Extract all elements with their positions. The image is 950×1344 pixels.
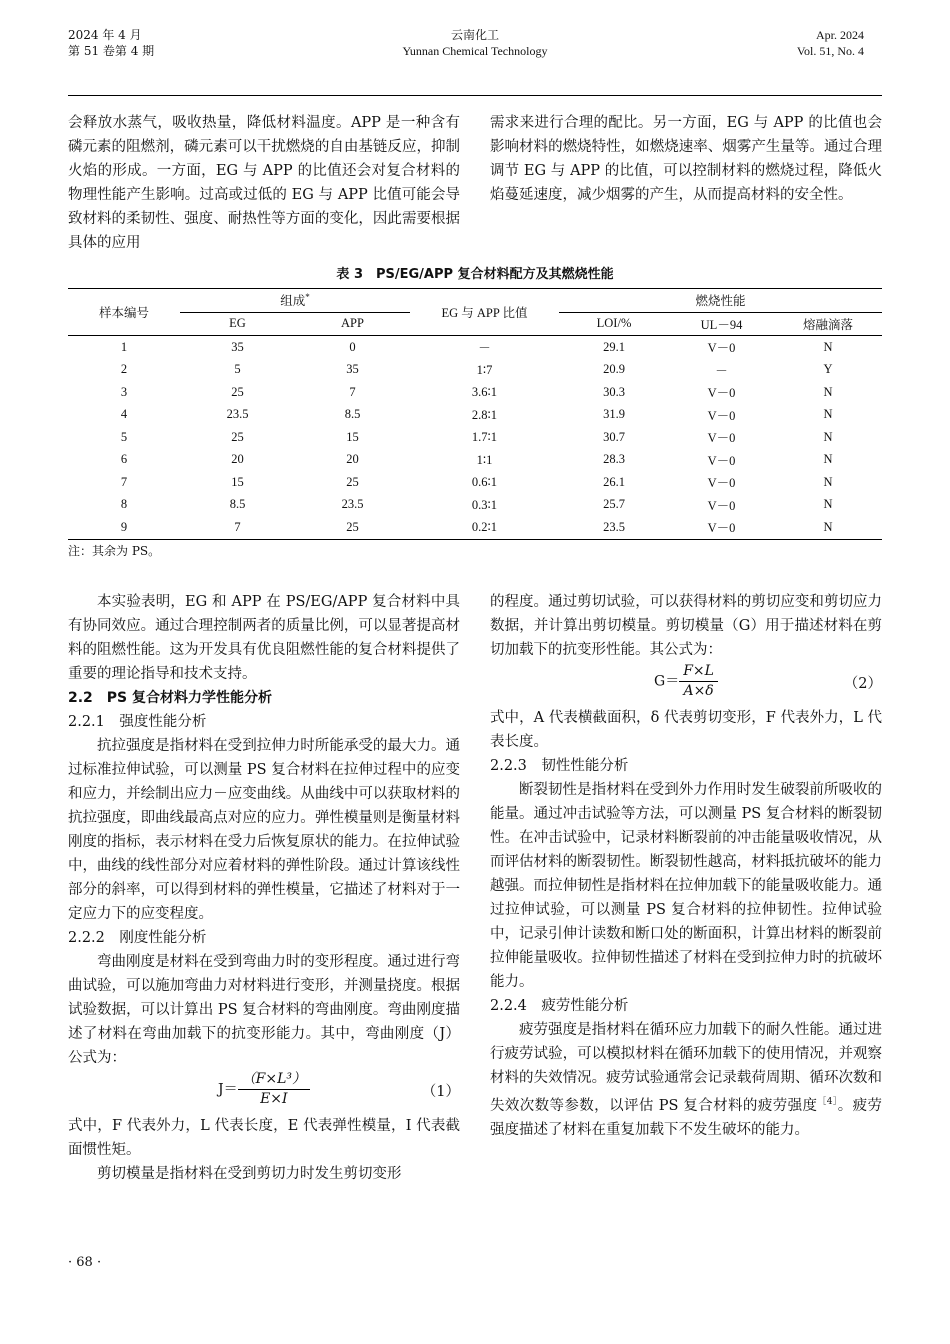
table-row bbox=[68, 359, 882, 382]
table-cell: V－0 bbox=[707, 341, 736, 356]
table-cell: N bbox=[823, 497, 833, 512]
header-app: APP bbox=[295, 312, 410, 336]
table-cell: 7 bbox=[120, 474, 128, 489]
table-cell: 25 bbox=[231, 384, 244, 399]
table-caption: 表 3 PS/EG/APP 复合材料配方及其燃烧性能 bbox=[336, 267, 614, 282]
paragraph: 式中，A 代表横截面积，δ 代表剪切变形，F 代表外力，L 代表长度。 bbox=[490, 710, 882, 750]
table-cell: 23.5 bbox=[341, 497, 364, 512]
formula-lhs: G＝ bbox=[654, 673, 680, 690]
table-cell: N bbox=[774, 516, 882, 539]
table-cell: Y bbox=[823, 362, 833, 377]
table-cell: 0.6∶1 bbox=[471, 475, 498, 490]
table-row bbox=[68, 426, 882, 449]
table-row bbox=[68, 494, 882, 517]
formula-number: （2） bbox=[843, 676, 882, 692]
table-cell: 7 bbox=[349, 384, 356, 399]
paragraph: 需求来进行合理的配比。另一方面，EG 与 APP 的比值也会影响材料的燃烧特性，如燃烧速率、烟雾产生量等。通过合理调节 EG 与 APP 的比值，可以控制材料的燃烧过程，降低火焰蔓延速度，减少烟雾的产生，从而提高材料的安全性。 bbox=[490, 115, 882, 203]
table-cell: 1∶1 bbox=[476, 452, 493, 467]
table-cell: V－0 bbox=[707, 431, 736, 446]
table-cell: N bbox=[823, 339, 833, 354]
paragraph: 剪切模量是指材料在受到剪切力时发生剪切变形 bbox=[97, 1166, 402, 1182]
header-rule bbox=[68, 95, 882, 96]
table-cell: 15 bbox=[346, 429, 359, 444]
issue-date: 2024 年 4 月 bbox=[68, 28, 142, 42]
table-header-row bbox=[68, 289, 882, 313]
header-sample: 样本编号 bbox=[68, 289, 180, 336]
table-row bbox=[68, 449, 882, 472]
formula-denominator: E×I bbox=[260, 1091, 288, 1107]
table-cell: 25.7 bbox=[603, 497, 625, 512]
formula-denominator: A×δ bbox=[683, 683, 714, 699]
table-cell: V－0 bbox=[707, 408, 736, 423]
issue-volume: 第 51 卷第 4 期 bbox=[68, 44, 155, 58]
header-ratio: EG 与 APP 比值 bbox=[410, 289, 559, 336]
paragraph: 抗拉强度是指材料在受到拉伸力时所能承受的最大力。通过标准拉伸试验，可以测量 PS 复合材料在拉伸过程中的应变和应力，并绘制出应力－应变曲线。从曲线中可以获取材料的抗拉强度，即曲线最高点对应的应力。弹性模量则是衡量材料刚度的指标，表示材料在受力后恢复原状的能力。在拉伸试验中，曲线的线性部分对应着材料的弹性阶段。通过计算该线性部分的斜率，可以得到材料的弹性模量，它描述了材料对于一定应力下的应变程度。 bbox=[68, 738, 460, 922]
table-row bbox=[68, 381, 882, 404]
table-cell: N bbox=[823, 429, 833, 444]
formula-lhs: J＝ bbox=[218, 1081, 238, 1098]
table-cell: N bbox=[823, 474, 833, 489]
lower-right-column bbox=[490, 590, 882, 1142]
table-cell: 1.7∶1 bbox=[471, 430, 498, 445]
table-cell: 35 bbox=[231, 339, 244, 354]
subsection-heading: 2.2.2 刚度性能分析 bbox=[68, 930, 207, 946]
table-cell: 25 bbox=[346, 474, 359, 489]
table-cell: 26.1 bbox=[603, 474, 625, 489]
table-cell: 23.5 bbox=[559, 516, 669, 539]
table-cell: 0.3∶1 bbox=[471, 497, 498, 512]
formula-2 bbox=[490, 662, 882, 706]
section-heading: 2.2 PS 复合材料力学性能分析 bbox=[68, 690, 273, 706]
table-note: 注：其余为 PS。 bbox=[68, 544, 161, 558]
paragraph: 式中，F 代表外力，L 代表长度，E 代表弹性模量，I 代表截面惯性矩。 bbox=[68, 1118, 460, 1158]
table-cell: 20 bbox=[231, 452, 244, 467]
header-combustion: 燃烧性能 bbox=[559, 289, 882, 313]
table-row bbox=[68, 516, 882, 539]
journal-name-cn: 云南化工 bbox=[450, 28, 499, 42]
formula-numerator: F×L bbox=[679, 662, 718, 682]
table-cell: 25 bbox=[231, 429, 244, 444]
paragraph: 断裂韧性是指材料在受到外力作用时发生破裂前所吸收的能量。通过冲击试验等方法，可以测量 PS 复合材料的断裂韧性。在冲击试验中，记录材料断裂前的冲击能量吸收情况，从而评估材料的断裂韧性。断裂韧性越高，材料抵抗破坏的能力越强。而拉伸韧性是指材料在拉伸加载下的能量吸收能力。通过拉伸试验，可以测量 PS 复合材料的拉伸韧性。拉伸试验中，记录引伸计读数和断口处的断面积，计算出材料的断裂前拉伸能量吸收。拉伸韧性描述了材料在受到拉伸力时的抗破坏能力。 bbox=[490, 782, 882, 990]
journal-name-en: Yunnan Chemical Technology bbox=[402, 44, 548, 58]
subsection-heading: 2.2.1 强度性能分析 bbox=[68, 714, 207, 730]
table-cell: 6 bbox=[120, 452, 128, 467]
table-cell: 30.7 bbox=[603, 429, 625, 444]
table-cell: 23.5 bbox=[226, 407, 249, 422]
table-cell: 20 bbox=[346, 452, 359, 467]
table-cell: 2.8∶1 bbox=[471, 407, 498, 422]
table-cell: 8.5 bbox=[344, 407, 361, 422]
table-cell: 31.9 bbox=[603, 407, 625, 422]
paragraph: 弯曲刚度是材料在受到弯曲力时的变形程度。通过进行弯曲试验，可以施加弯曲力对材料进行变形，并测量挠度。根据试验数据，可以计算出 PS 复合材料的弯曲刚度。弯曲刚度描述了材料在弯曲加载下的抗变形能力。其中，弯曲刚度（J）公式为： bbox=[68, 954, 460, 1066]
table-cell: 20.9 bbox=[603, 362, 625, 377]
table-cell: 30.3 bbox=[603, 384, 625, 399]
table-cell: V－0 bbox=[707, 453, 736, 468]
paragraph: 疲劳强度是指材料在循环应力加载下的耐久性能。通过进行疲劳试验，可以模拟材料在循环加载下的使用情况，并观察材料的失效情况。疲劳试验通常会记录载荷周期、循环次数和失效次数等参数，以评估 PS 复合材料的疲劳强度$^{[4]}$。疲劳强度描述了材料在重复加载下不发生破坏的能力。 bbox=[490, 1022, 883, 1138]
table-cell: － bbox=[478, 341, 491, 356]
table-cell: 8 bbox=[120, 497, 128, 512]
formula-1 bbox=[68, 1070, 460, 1114]
lower-left-column bbox=[68, 590, 460, 1186]
subsection-heading: 2.2.4 疲劳性能分析 bbox=[490, 998, 629, 1014]
table-row bbox=[68, 404, 882, 427]
header-drip: 熔融滴落 bbox=[774, 312, 882, 336]
table-cell: 0 bbox=[349, 339, 356, 354]
header-ul94: UL－94 bbox=[669, 312, 774, 336]
table-cell: 8.5 bbox=[229, 497, 246, 512]
subsection-heading: 2.2.3 韧性性能分析 bbox=[490, 758, 629, 774]
citation[interactable]: ［4］ bbox=[817, 1097, 838, 1107]
table-cell: 35 bbox=[346, 362, 359, 377]
table-cell: N bbox=[823, 452, 833, 467]
table-cell: 5 bbox=[234, 362, 241, 377]
table-cell: 4 bbox=[120, 407, 128, 422]
table-cell: V－0 bbox=[669, 516, 774, 539]
table-cell: 0.2∶1 bbox=[410, 516, 559, 539]
header-left bbox=[68, 27, 154, 59]
top-left-column bbox=[68, 111, 460, 255]
paragraph: 会释放水蒸气，吸收热量，降低材料温度。APP 是一种含有磷元素的阻燃剂，磷元素可以干扰燃烧的自由基链反应，抑制火焰的形成。一方面，EG 与 APP 的比值还会对复合材料的物理性能产生影响。过高或过低的 EG 与 APP 比值可能会导致材料的柔韧性、强度、耐热性等方面的变化，因此需要根据具体的应用 bbox=[68, 115, 460, 251]
table-cell: 1 bbox=[120, 339, 128, 354]
table-cell: V－0 bbox=[707, 498, 736, 513]
table-cell: 3.6∶1 bbox=[471, 385, 498, 400]
formulation-table bbox=[68, 288, 882, 540]
table-cell: 2 bbox=[120, 362, 128, 377]
header-center bbox=[325, 27, 625, 59]
paragraph: 本实验表明，EG 和 APP 在 PS/EG/APP 复合材料中具有协同效应。通过合理控制两者的质量比例，可以显著提高材料的阻燃性能。这为开发具有优良阻燃性能的复合材料提供了重要的理论指导和技术支持。 bbox=[68, 594, 460, 682]
table-row bbox=[68, 336, 882, 359]
formula-number: （1） bbox=[421, 1084, 460, 1100]
table-cell: 5 bbox=[120, 429, 128, 444]
header-right bbox=[797, 27, 864, 59]
issue-volume-en: Vol. 51, No. 4 bbox=[796, 44, 864, 58]
table-cell: 9 bbox=[68, 516, 180, 539]
table-cell: 7 bbox=[180, 516, 295, 539]
header-loi: LOI/% bbox=[559, 312, 669, 336]
paragraph: 的程度。通过剪切试验，可以获得材料的剪切应变和剪切应力数据，并计算出剪切模量。剪切模量（G）用于描述材料在剪切加载下的抗变形性能。其公式为： bbox=[490, 594, 882, 658]
header-composition: 组成* bbox=[180, 289, 410, 313]
table-cell: 15 bbox=[231, 474, 244, 489]
table-cell: 1∶7 bbox=[476, 362, 493, 377]
formula-numerator: （F×L³） bbox=[238, 1070, 310, 1090]
table-row bbox=[68, 471, 882, 494]
table-cell: V－0 bbox=[707, 386, 736, 401]
table-cell: V－0 bbox=[707, 476, 736, 491]
page-number: · 68 · bbox=[68, 1255, 102, 1270]
top-right-column bbox=[490, 111, 882, 207]
table-cell: 28.3 bbox=[603, 452, 625, 467]
table-cell: 25 bbox=[295, 516, 410, 539]
table-cell: 3 bbox=[120, 384, 128, 399]
table-cell: N bbox=[823, 407, 833, 422]
table-cell: 29.1 bbox=[603, 339, 625, 354]
issue-date-en: Apr. 2024 bbox=[816, 28, 864, 42]
table-cell: － bbox=[715, 363, 728, 378]
composition-mark: * bbox=[305, 292, 310, 303]
table-cell: N bbox=[823, 384, 833, 399]
header-eg: EG bbox=[180, 312, 295, 336]
